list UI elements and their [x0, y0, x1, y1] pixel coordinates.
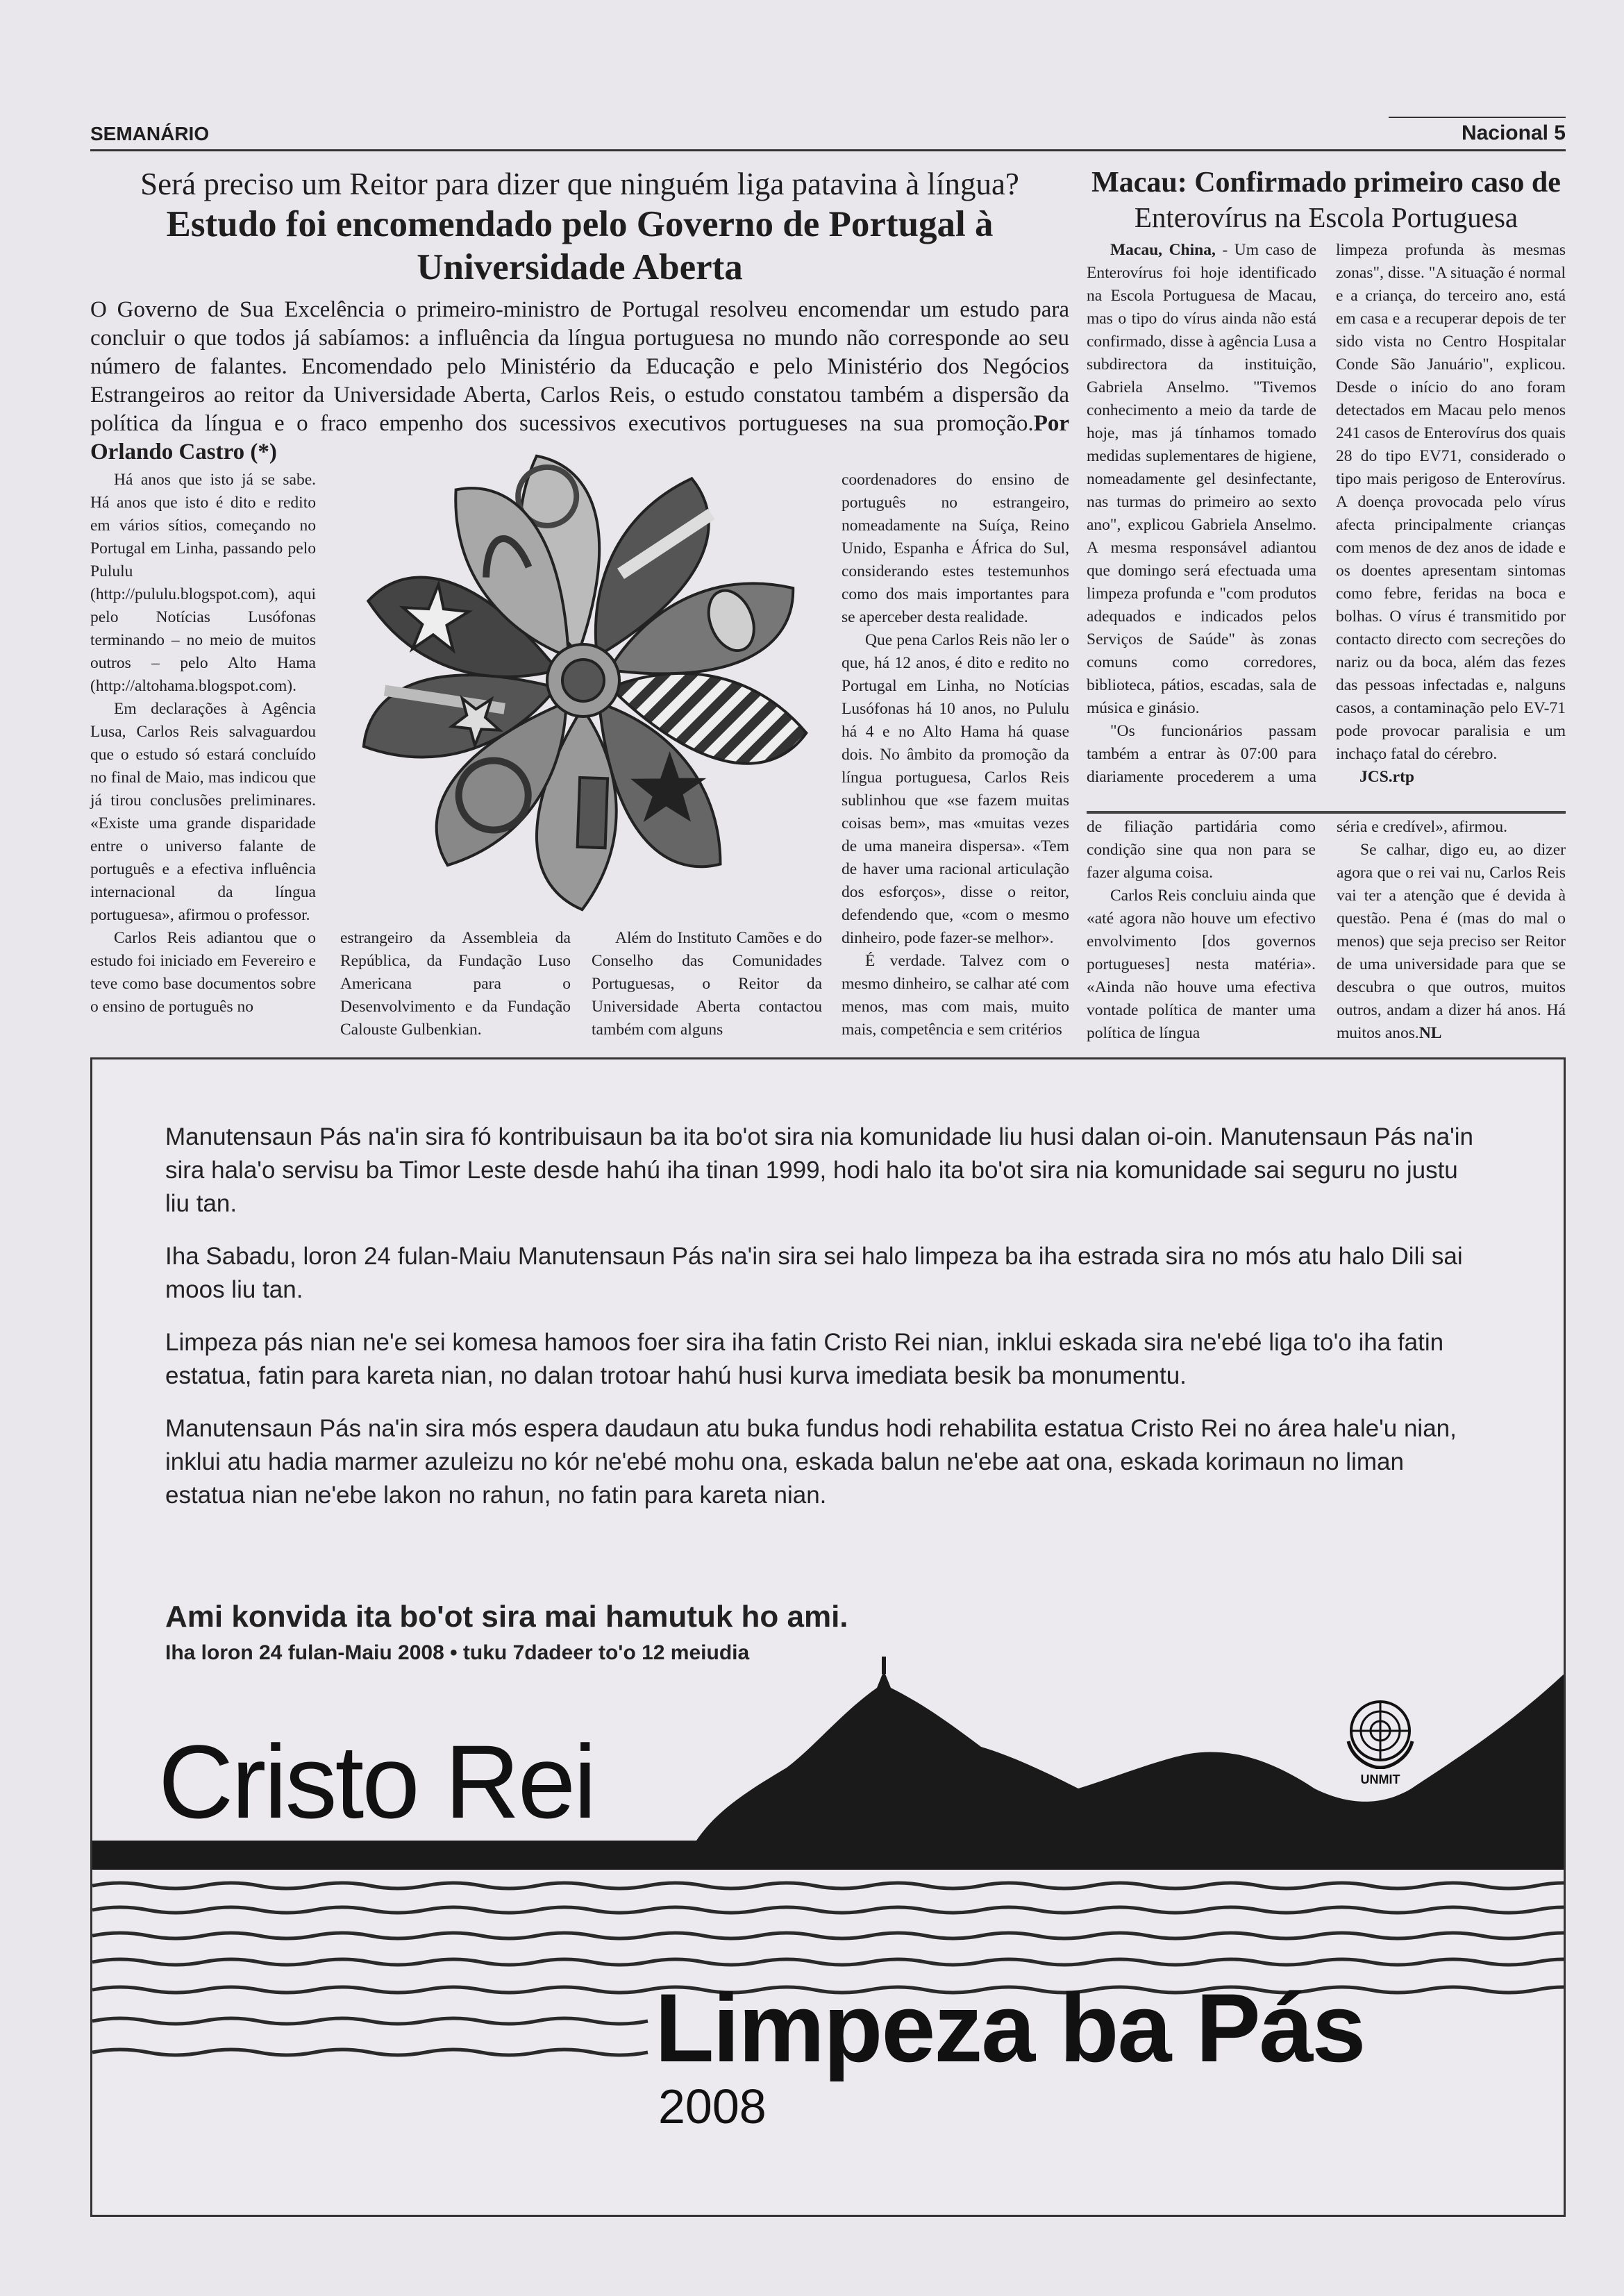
- ad-invitation: Ami konvida ita bo'ot sira mai hamutuk ho ami.: [165, 1600, 848, 1634]
- ad-paragraph: Limpeza pás nian ne'e sei komesa hamoos foer sira iha fatin Cristo Rei nian, inklui eskada sira ne'ebé liga to'o iha fatin estatua, fatin para kareta nian, no dalan trotoar hahú husi kurva imediata besik ba monumentu.: [165, 1329, 1444, 1389]
- unmit-label: UNMIT: [1360, 1773, 1400, 1786]
- ad-title-cristo-rei: Cristo Rei: [158, 1723, 595, 1840]
- side-article-body: [1087, 239, 1566, 789]
- article-column-5: [1087, 816, 1316, 1045]
- un-emblem-icon: [1339, 1693, 1422, 1769]
- article-lead: [90, 296, 1069, 467]
- page-header: [90, 117, 1566, 151]
- author-initials: NL: [1418, 1024, 1442, 1042]
- paragraph: séria e credível», afirmou.: [1337, 818, 1507, 836]
- paragraph-text: Se calhar, digo eu, ao dizer agora que o rei vai nu, Carlos Reis vai ter a atenção que é devida à questão. Pena é (mas do mal o menos) que seja preciso ser Reitor de uma universidade para que se descubra o que outros, muitos outros, andam a dizer há anos. Há muitos anos.: [1337, 841, 1566, 1042]
- paragraph: coordenadores do ensino de português no estrangeiro, nomeadamente na Suíça, Reino Unido, Espanha e África do Sul, considerando estes testemunhos como dos mais importantes para se aperceber desta realidade.: [842, 471, 1069, 626]
- column-divider: [1087, 811, 1566, 814]
- header-rule: [1389, 117, 1566, 118]
- side-headline: Macau: Confirmado primeiro caso de: [1091, 167, 1561, 199]
- ad-event-date: Iha loron 24 fulan-Maiu 2008 • tuku 7dadeer to'o 12 meiudia: [165, 1641, 750, 1664]
- dateline: Macau, China,: [1110, 241, 1216, 259]
- paragraph: É verdade. Talvez com o mesmo dinheiro, se calhar até com menos, mas com mais, muito mais, competência e sem critérios: [842, 952, 1069, 1039]
- ad-paragraph: Iha Sabadu, loron 24 fulan-Maiu Manutensaun Pás na'in sira sei halo limpeza ba iha estrada sira no mós atu halo Dili sai moos liu tan.: [165, 1243, 1463, 1303]
- article-column-3: [592, 927, 822, 1041]
- paragraph: [1337, 839, 1566, 1045]
- paragraph: Além do Instituto Camões e do Conselho das Comunidades Portuguesas, o Reitor da Universidade Aberta contactou também com alguns: [592, 929, 822, 1039]
- lusophone-flags-emblem: [340, 444, 826, 916]
- paragraph: [1087, 239, 1316, 720]
- ad-body-text: [165, 1121, 1484, 1532]
- publication-name: SEMANÁRIO: [90, 123, 210, 144]
- paragraph: Em declarações à Agência Lusa, Carlos Reis salvaguardou que o estudo só estará concluído no final de Maio, mas indicou que já tirou conclusões preliminares. «Existe uma grande disparidade entre o universo falante de português e a efectiva influência internacional da língua portuguesa», afirmou o professor.: [90, 700, 316, 924]
- signature-text: JCS.rtp: [1359, 768, 1414, 786]
- article-column-4: [842, 469, 1069, 1041]
- article-kicker: Será preciso um Reitor para dizer que ninguém liga patavina à língua?: [140, 167, 1019, 201]
- lead-text: O Governo de Sua Excelência o primeiro-ministro de Portugal resolveu encomendar um estudo para concluir o que todos já sabíamos: a influência da língua portuguesa no mundo não corresponde ao seu número de falantes. Encomendado pelo Ministério da Educação e pelo Ministério dos Negócios Estrangeiros ao reitor da Universidade Aberta, Carlos Reis, o estudo constatou também a dispersão da política da língua e o fraco empenho dos sucessivos executivos portugueses na sua promoção.: [90, 297, 1069, 436]
- unmit-logo: [1335, 1693, 1425, 1787]
- article-column-1: [90, 469, 316, 1019]
- article-column-2: [340, 927, 571, 1041]
- paragraph-text: - Um caso de Enterovírus foi hoje identificado na Escola Portuguesa de Macau, mas o tipo do vírus ainda não está confirmado, disse à agência Lusa a subdirectora da instituição, Gabriela Anselmo. "Tivemos conhecimento a meio da tarde de hoje, mas já tínhamos tomado medidas suplementares de higiene, nomeadamente gel desinfectante, nas turmas do primeiro ao sexto ano", explicou Gabriela Anselmo. A mesma responsável adiantou que domingo será efectuada uma limpeza profunda e "com produtos adequados e indicados pelos Serviços de Saúde" às zonas comuns como corredores, biblioteca, pátios, escadas, sala de música e ginásio.: [1087, 241, 1316, 717]
- signature: [1336, 766, 1566, 789]
- ad-year: 2008: [658, 2079, 767, 2134]
- paragraph: Carlos Reis concluiu ainda que «até agora não houve um efectivo envolvimento [dos governos portugueses] nesta matéria». «Ainda não houve uma efectiva vontade política de manter uma política de língua: [1087, 887, 1316, 1042]
- ad-paragraph: Manutensaun Pás na'in sira fó kontribuisaun ba ita bo'ot sira nia komunidade liu husi dalan oi-oin. Manutensaun Pás na'in sira hala'o servisu ba Timor Leste desde hahú iha tinan 1999, hodi halo ita bo'ot sira nia komunidade sai seguru no justu liu tan.: [165, 1123, 1474, 1217]
- paragraph: Há anos que isto já se sabe. Há anos que isto é dito e redito em vários sítios, começando no Portugal em Linha, passando pelo Pululu (http://pululu.blogspot.com), aqui pelo Notícias Lusófonas terminando – no meio de muitos outros – pelo Alto Hama (http://altohama.blogspot.com).: [90, 471, 316, 695]
- paragraph: estrangeiro da Assembleia da República, da Fundação Luso Americana para o Desenvolvimento e da Fundação Calouste Gulbenkian.: [340, 929, 571, 1039]
- side-article: [1087, 165, 1566, 807]
- section-page-number: Nacional 5: [1461, 121, 1566, 144]
- article-byline: Por Orlando Castro (*): [90, 411, 1069, 464]
- paragraph: de filiação partidária como condição sine qua non para se fazer alguma coisa.: [1087, 818, 1316, 882]
- ad-title-limpeza: Limpeza ba Pás: [655, 1973, 1365, 2082]
- cristo-rei-advertisement: [90, 1057, 1566, 2217]
- paragraph: "Os funcionários passam também a entrar às 07:00 para diariamente procederem a uma limpeza profunda às mesmas zonas", disse. "A situação é normal e a criança, do terceiro ano, está em casa e a recuperar depois de ter sido vista no Centro Hospitalar Conde São Januário", explicou. Desde o início do ano foram detectados em Macau pelo menos 241 casos de Enterovírus dos quais 28 do tipo EV71, considerado o tipo mais perigoso de Enterovírus. A doença provocada pelo vírus afecta principalmente crianças com menos de dez anos de idade e os doentes apresentam sintomas como febre, feridas na boca e bolhas. O vírus é transmitido por contacto directo com secreções do nariz ou da boca, além das fezes das pessoas infectadas e, nalguns casos, a contaminação pelo EV-71 pode provocar paralisia e um inchaço fatal do cérebro.: [1087, 241, 1566, 786]
- article-column-6: [1337, 816, 1566, 1045]
- ad-paragraph: Manutensaun Pás na'in sira mós espera daudaun atu buka fundus hodi rehabilita estatua Cristo Rei no área hale'u nian, inklui atu hadia marmer azuleizu no kór ne'ebé mohu ona, eskada balun ne'ebe aat ona, eskada korimaun no liman estatua nian ne'ebe lakon no rahun, no fatin para kareta nian.: [165, 1415, 1457, 1509]
- article-headline: Estudo foi encomendado pelo Governo de Portugal à Universidade Aberta: [166, 204, 994, 287]
- paragraph: Que pena Carlos Reis não ler o que, há 12 anos, é dito e redito no Portugal em Linha, no Notícias Lusófonas há 10 anos, no Pululu há 4 e no Alto Hama há quase dois. No âmbito da promoção da língua portuguesa, Carlos Reis sublinhou que «se fazem muitas coisas bem», mas «muitas vezes de uma maneira dispersa». «Tem de haver uma racional articulação dos esforços», disse o reitor, defendendo que, «com o mesmo dinheiro, pode fazer-se melhor».: [842, 631, 1069, 947]
- paragraph: Carlos Reis adiantou que o estudo foi iniciado em Fevereiro e teve como base documentos sobre o ensino de português no: [90, 929, 316, 1016]
- side-subheadline: Enterovírus na Escola Portuguesa: [1134, 201, 1518, 233]
